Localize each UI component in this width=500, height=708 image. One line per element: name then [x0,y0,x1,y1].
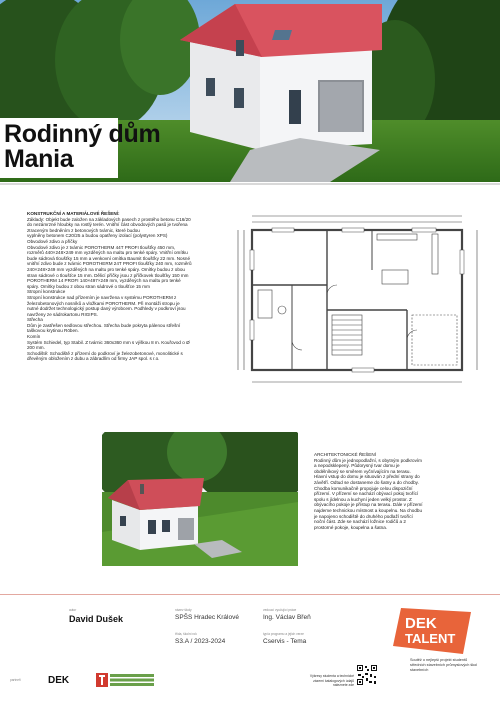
architecture-line: obdélníkový se směrem vyčnívajícím na terasu. [314,468,411,474]
architecture-description [314,452,484,530]
floor-plan [232,210,492,388]
construction-description [27,211,232,362]
class-value: S3.A / 2023-2024 [175,638,226,645]
divider [0,183,500,185]
construction-line: dřevěným obložením z dubu a zábradlím od firmy JAP spol. s r.o. [27,356,160,362]
school-name: SPŠS Hradec Králové [175,614,239,621]
architecture-line: prostorné pokoje, koupelna a šatna. [314,524,388,530]
brand-top: DEK [405,615,437,632]
construction-line: 240×248×249 mm vyzděných na maltu pro tenké spáry. Omítky budou z obou [27,266,185,272]
software-value: Cservis - Tema [263,638,307,645]
construction-heading: KONSTRUKČNÍ A MATERIÁLOVÉ ŘEŠENÍ: [27,211,120,216]
render-image [102,432,298,566]
construction-line: Střecha [27,317,43,323]
architecture-line: a nepodsklepený. Půdorysný tvar domu je [314,463,400,469]
author-label: autor [69,608,77,612]
partner-logo-school [96,673,154,687]
construction-line: Obvodové zdivo a příčky [27,238,78,244]
construction-line: rozměrů 440×248×249 mm vyzděných na maltu pro tenké spáry. Vnitřní omítku [27,250,188,256]
architecture-line: je napojeno schodiště do druhého podlaží tvořící [314,513,413,519]
footer-divider [0,594,500,595]
architecture-line: najdeme technickou místnost a koupelnu. Na chodbu [314,507,423,513]
page-title [4,122,160,172]
dek-talent-logo [393,608,471,654]
construction-line: Obvodové zdivo je z tvárnic POROTHERM 44T PROFI tloušťky 450 mm, [27,244,176,250]
construction-line: Základy: Objekt bude založen na základových pasech z prostého betonu C16/20 [27,216,191,222]
partner-label: partneři [10,678,21,682]
architecture-line: přízemí. V přízemí se nachází obývací pokoj tvořící [314,491,419,497]
construction-line: Stropní konstrukce nad přízemím je navržena v systému POROTHERM z [27,294,177,300]
architecture-line: noční část. Zde se nachází ložnice rodičů a 2 [314,519,406,525]
construction-line: vnitřní zdivo bude z tvárnic POROTHERM 24T PROFI tloušťky 240 mm, rozměrů [27,261,192,267]
construction-line: do nezámrzné hloubky na rostlý terén. Vnitřní část obvodových pasů je tvořena [27,222,188,228]
construction-line: POROTHERM 14 PROFI 140×497×249 mm, vyzděných na maltu pro tenké [27,278,181,284]
construction-line: taškovou krytinou Röben. [27,328,79,334]
brand-bottom: TALENT [405,631,456,646]
dek-note: Soutěž o nejlepší projekt studentů středních stavebních průmyslových škol stavebních [410,658,478,672]
construction-line: Systém Schiedel, typ Stabil. Z tvárnic 360x360 mm s výškou 8 m. Kouřovod o Ø [27,339,190,345]
class-label: třída, školní rok [175,632,197,636]
construction-line: nutné dodržet technologický postup daný výrobcem. Podhledy v podkroví jsou [27,306,186,312]
construction-line: Schodiště: Schodiště z přízemí do podkroví je železobetonové, monolitické s [27,350,183,356]
school-label: název školy [175,608,192,612]
qr-note: Výkresy studenta a technické zázemí katalogových údajů naleznete zde [309,674,354,687]
architecture-line: Hlavní vstup do domu je situován z přední strany do [314,474,420,480]
construction-line: Dům je zastřešen sedlovou střechou. Střecha bude pokryta pálenou střešní [27,322,181,328]
title-line-1: Rodinný dům [4,120,161,148]
architecture-line: spolu s jídelnou a kuchyní jeden velký prostor. Z [314,496,412,502]
partner-logo-dek: DEK [48,675,70,686]
title-line-2: Mania [4,145,74,173]
construction-line: spáry. Omítky budou z obou stran sádrové o tloušťce 15 mm [27,283,150,289]
construction-line: železobetonových nosníků a vložkami POROTHERM. Při montáži stropu je [27,300,180,306]
construction-line: 200 mm. [27,345,45,351]
architecture-heading: ARCHITEKTONICKÉ ŘEŠENÍ [314,452,376,457]
construction-line: bude sádrová tloušťky 15 mm a venkovní omítka Baumit tloušťky 22 mm. Nosné [27,255,191,261]
architecture-line: závětří. Odtud se dostaneme do šatny a do chodby. [314,479,419,485]
qr-code-icon [356,664,378,686]
construction-line: navrženy ze sádrokartonu RIGIPS. [27,311,98,317]
construction-line: ztraceným bedněním z betonových tvárnic, které budou [27,227,140,233]
construction-line: Stropní konstrukce [27,289,66,295]
architecture-line: Chodba komunikačně propojuje celou dispoziční [314,485,413,491]
architecture-line: Rodinný dům je jednopodlažní, s obytným podkrovím [314,457,423,463]
teacher-name: Ing. Václav Břeň [263,614,311,621]
house-render-small [102,432,298,566]
construction-line: Komín [27,334,41,340]
architecture-line: obývacího pokoje je přístup na terasu. Dále v přízemí [314,502,423,508]
author-name: David Dušek [69,614,124,624]
software-label: typ/a programu a jejich verze [263,632,304,636]
construction-line: stran sádrové o tloušťce 15 mm. Dělicí příčky jsou z příčkovek tloušťky 150 mm [27,272,189,278]
teacher-label: vedoucí vyučující práce [263,608,297,612]
construction-line: vyplněny betonem C20/25 a budou opatřeny izolací (polystyren XPS) [27,233,168,239]
